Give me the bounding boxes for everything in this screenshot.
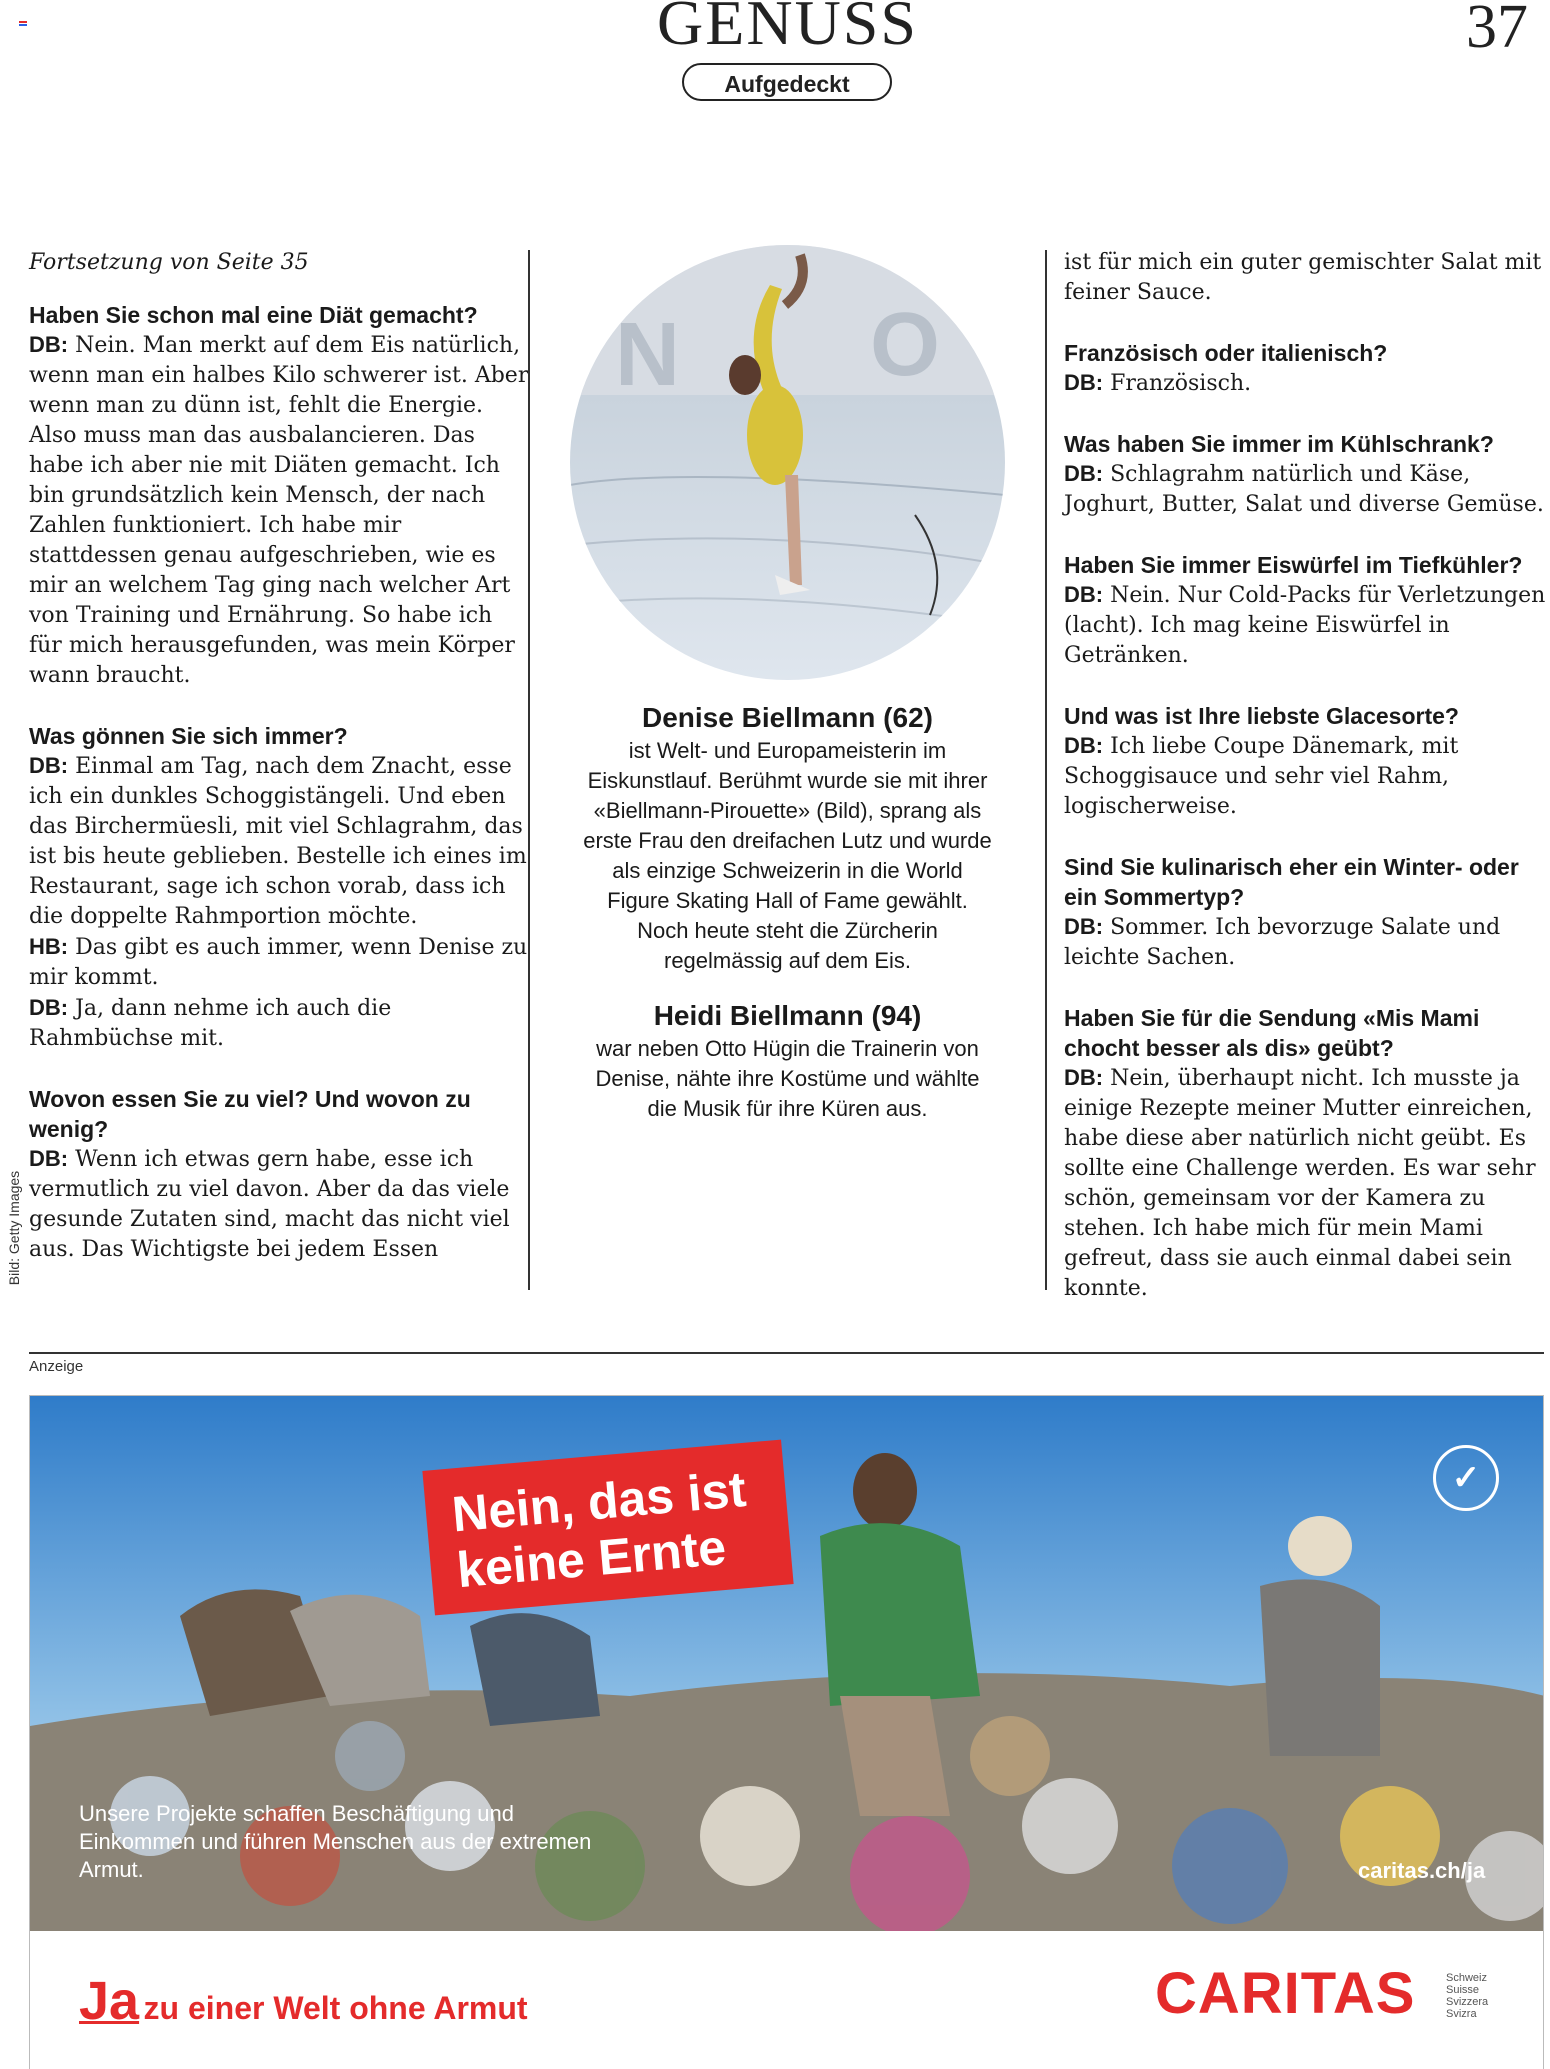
speaker-label: HB:	[29, 934, 69, 959]
continuation-note: Fortsetzung von Seite 35	[29, 250, 309, 275]
caritas-logo: CARITAS	[1155, 1961, 1416, 2026]
svg-text:N: N	[615, 305, 680, 405]
ad-divider	[29, 1352, 1544, 1354]
interview-answer	[29, 932, 529, 993]
bio-boxes	[580, 700, 995, 1146]
interview-question: Haben Sie für die Sendung «Mis Mami chocht besser als dis» geübt?	[1064, 1005, 1480, 1061]
answer-text: Ja, dann nehme ich auch die Rahmbüchse mit.	[29, 996, 392, 1051]
left-column	[29, 248, 529, 1295]
interview-question: Sind Sie kulinarisch eher ein Winter- oder ein Sommertyp?	[1064, 854, 1519, 910]
answer-text: Nein, überhaupt nicht. Ich musste ja einige Rezepte meiner Mutter einreichen, habe diese aber natürlich nicht geübt. Es sollte eine Challenge werden. Es war sehr schön, gemeinsam vor der Kamera zu stehen. Ich habe mich für mein Mami gefreut, dass sie auch einmal dabei sein konnte.	[1064, 1066, 1536, 1301]
section-tag: Aufgedeckt	[682, 63, 892, 101]
continued-answer: ist für mich ein guter gemischter Salat mit feiner Sauce.	[1064, 250, 1542, 305]
answer-text: Einmal am Tag, nach dem Znacht, esse ich ein dunkles Schoggistängeli. Und eben das Birchermüesli, mit viel Schlagrahm, das ist bis heute geblieben. Bestelle ich eines im Restaurant, sage ich schon vorab, dass ich die doppelte Rahmportion möchte.	[29, 754, 527, 929]
right-interview-blocks	[1064, 338, 1550, 1304]
interview-question: Und was ist Ihre liebste Glacesorte?	[1064, 703, 1459, 729]
speaker-label: DB:	[1064, 370, 1104, 395]
interview-block	[1064, 1003, 1550, 1304]
logo-language: Suisse	[1446, 1984, 1480, 1996]
answer-text: Wenn ich etwas gern habe, esse ich vermutlich zu viel davon. Aber da das viele gesunde Zutaten sind, macht das nicht viel aus. Das Wichtigste bei jedem Essen	[29, 1147, 510, 1262]
ad-headline-line-2: keine Ernte	[454, 1518, 729, 1599]
interview-block	[1064, 338, 1550, 399]
ad-tagline	[79, 1970, 528, 2032]
interview-answer	[29, 1144, 529, 1265]
logo-language: Svizzera	[1446, 1996, 1489, 2008]
interview-answer	[1064, 368, 1550, 399]
left-interview-blocks	[29, 300, 529, 1265]
logo-language: Svizra	[1446, 2008, 1477, 2020]
skater-photo-illustration	[570, 245, 1005, 680]
answer-text: Das gibt es auch immer, wenn Denise zu mir kommt.	[29, 935, 528, 990]
speaker-label: DB:	[29, 995, 69, 1020]
ad-tagline-ja: Ja	[79, 1971, 140, 2031]
zewo-check-icon: ✓	[1433, 1445, 1499, 1511]
interview-question: Was gönnen Sie sich immer?	[29, 723, 348, 749]
interview-block	[1064, 852, 1550, 973]
speaker-label: DB:	[1064, 582, 1104, 607]
speaker-label: DB:	[29, 753, 69, 778]
bio-text: war neben Otto Hügin die Trainerin von Denise, nähte ihre Kostüme und wählte die Musik für ihre Küren aus.	[595, 1036, 980, 1121]
answer-text: Französisch.	[1110, 371, 1252, 396]
ad-label: Anzeige	[29, 1358, 84, 1375]
interview-block	[29, 300, 529, 691]
interview-block	[29, 721, 529, 1054]
column-divider-left	[528, 250, 530, 1290]
logo-language: Schweiz	[1446, 1972, 1487, 1984]
interview-question: Wovon essen Sie zu viel? Und wovon zu wenig?	[29, 1086, 471, 1142]
interview-question: Was haben Sie immer im Kühlschrank?	[1064, 431, 1494, 457]
answer-text: Schlagrahm natürlich und Käse, Joghurt, Butter, Salat und diverse Gemüse.	[1064, 462, 1544, 517]
photo-credit: Bild: Getty Images	[6, 1170, 22, 1286]
ad-url-link[interactable]: caritas.ch/ja	[1358, 1858, 1486, 1883]
bio-name: Denise Biellmann (62)	[642, 702, 933, 733]
interview-answer	[1064, 912, 1550, 973]
page-number: 37	[1466, 0, 1528, 61]
ad-headline-line-1: Nein, das ist	[449, 1460, 749, 1543]
ad-subtext: Unsere Projekte schaffen Beschäftigung und Einkommen und führen Menschen aus der extremen Armut.	[79, 1801, 592, 1882]
speaker-label: DB:	[29, 1146, 69, 1171]
interview-answer	[29, 993, 529, 1054]
svg-text:O: O	[870, 295, 941, 395]
answer-text: Ich liebe Coupe Dänemark, mit Schoggisauce und sehr viel Rahm, logischerweise.	[1064, 734, 1459, 819]
interview-block	[1064, 550, 1550, 671]
right-column	[1064, 248, 1550, 1334]
speaker-label: DB:	[29, 332, 69, 357]
interview-answer	[1064, 1063, 1550, 1304]
interview-answer	[1064, 580, 1550, 671]
bio-text: ist Welt- und Europameisterin im Eiskunstlauf. Berühmt wurde sie mit ihrer «Biellmann-Pirouette» (Bild), sprang als erste Frau den dreifachen Lutz und wurde als einzige Schweizerin in die World Figure Skating Hall of Fame gewählt. Noch heute steht die Zürcherin regelmässig auf dem Eis.	[583, 738, 992, 973]
interview-block	[1064, 429, 1550, 520]
interview-block	[29, 1084, 529, 1265]
interview-answer	[1064, 459, 1550, 520]
speaker-label: DB:	[1064, 1065, 1104, 1090]
interview-question: Haben Sie schon mal eine Diät gemacht?	[29, 302, 478, 328]
caritas-logo-languages	[1446, 1972, 1488, 2020]
interview-answer	[29, 751, 529, 932]
answer-text: Nein. Man merkt auf dem Eis natürlich, wenn man ein halbes Kilo schwerer ist. Aber wenn man zu dünn ist, fehlt die Energie. Also muss man das ausbalancieren. Das habe ich aber nie mit Diäten gemacht. Ich bin grundsätzlich kein Mensch, der nach Zahlen funktioniert. Ich habe mir stattdessen genau aufgeschrieben, wie es mir an welchem Tag ging nach welcher Art von Training und Ernährung. So habe ich für mich herausgefunden, was mein Körper wann braucht.	[29, 333, 529, 688]
speaker-label: DB:	[1064, 914, 1104, 939]
interview-question: Französisch oder italienisch?	[1064, 340, 1388, 366]
ad-tagline-rest: zu einer Welt ohne Armut	[143, 1990, 528, 2026]
interview-answer	[29, 330, 529, 691]
section-title: GENUSS	[657, 0, 918, 58]
interview-block	[1064, 701, 1550, 822]
skater-photo	[570, 245, 1005, 680]
bio-name: Heidi Biellmann (94)	[653, 1000, 922, 1031]
speaker-label: DB:	[1064, 733, 1104, 758]
answer-text: Sommer. Ich bevorzuge Salate und leichte Sachen.	[1064, 915, 1501, 970]
column-divider-right	[1045, 250, 1047, 1290]
speaker-label: DB:	[1064, 461, 1104, 486]
interview-answer	[1064, 731, 1550, 822]
answer-text: Nein. Nur Cold-Packs für Verletzungen (lacht). Ich mag keine Eiswürfel in Getränken.	[1064, 583, 1546, 668]
interview-question: Haben Sie immer Eiswürfel im Tiefkühler?	[1064, 552, 1523, 578]
